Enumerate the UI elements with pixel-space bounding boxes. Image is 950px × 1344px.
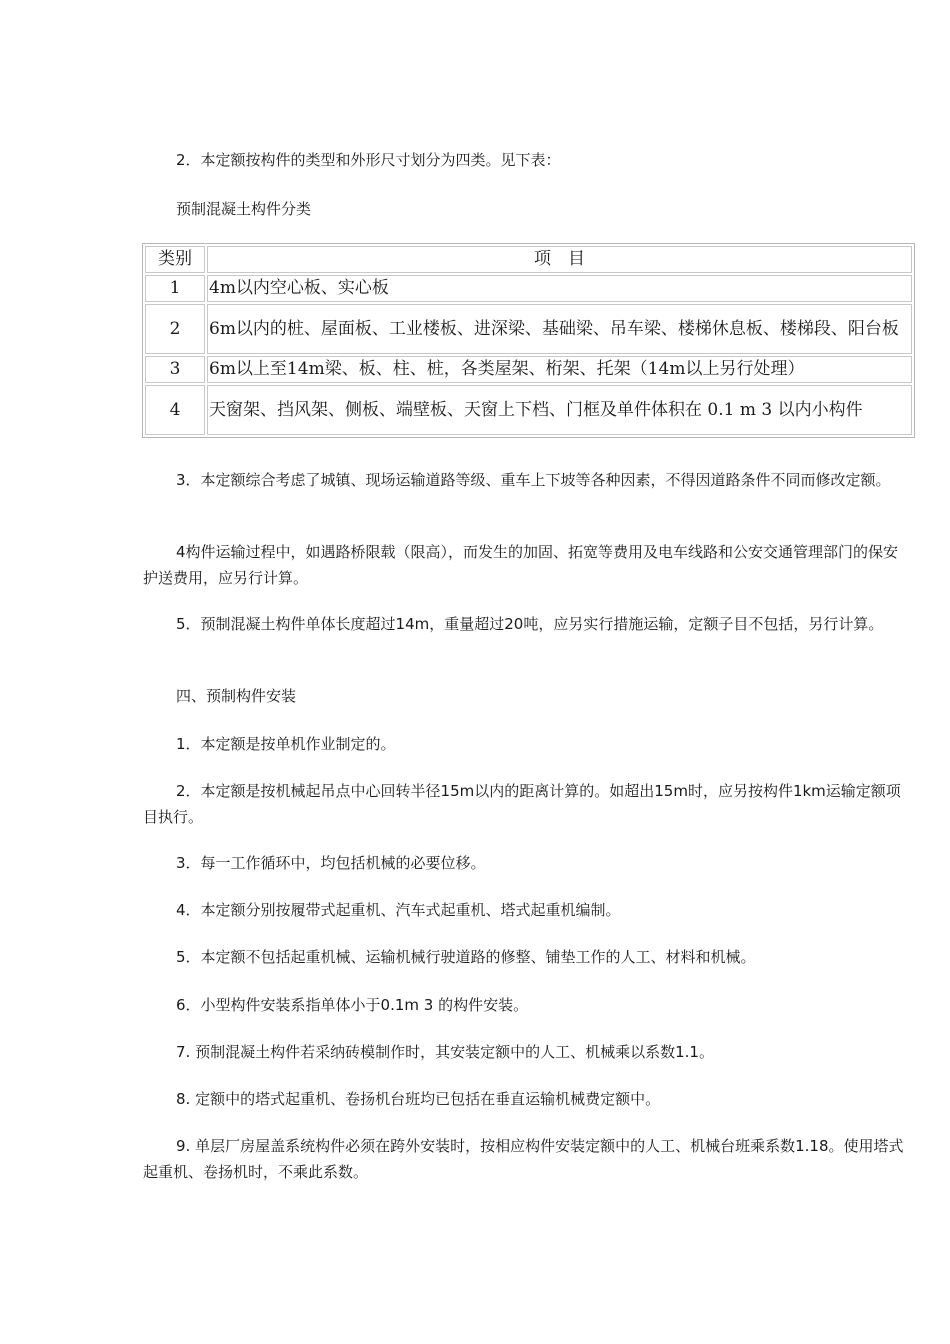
- install-paragraph-7: 7. 预制混凝土构件若采纳砖模制作时，其安装定额中的人工、机械乘以系数1.1。: [176, 1043, 714, 1061]
- row-category: 4: [145, 385, 205, 435]
- table-row: [145, 304, 912, 354]
- row-item-text: 6m以内的桩、屋面板、工业楼板、进深梁、基础梁、吊车梁、楼梯休息板、楼梯段、阳台板: [207, 304, 912, 354]
- install-paragraph-6: 6．小型构件安装系指单体小于0.1m 3 的构件安装。: [176, 996, 529, 1014]
- row-category: 1: [145, 275, 205, 302]
- row-category: 3: [145, 356, 205, 383]
- table-row: [145, 385, 912, 435]
- component-classification-table: [142, 243, 915, 438]
- paragraph-4: 4构件运输过程中，如遇路桥限载（限高），而发生的加固、拓宽等费用及电车线路和公安交通管理部门的保安护送费用，应另行计算。: [143, 543, 899, 587]
- header-category: 类别: [145, 246, 205, 273]
- table-row: [145, 356, 912, 383]
- row-item-text: 天窗架、挡风架、侧板、端壁板、天窗上下档、门框及单件体积在 0.1 m 3 以内小构件: [207, 385, 912, 435]
- install-paragraph-2: 2．本定额是按机械起吊点中心回转半径15m以内的距离计算的。如超出15m时，应另按构件1km运输定额项目执行。: [143, 782, 901, 826]
- table-row: [145, 275, 912, 302]
- install-paragraph-8: 8. 定额中的塔式起重机、卷扬机台班均已包括在垂直运输机械费定额中。: [176, 1090, 661, 1108]
- table-title: 预制混凝土构件分类: [176, 200, 312, 218]
- paragraph-5: 5．预制混凝土构件单体长度超过14m，重量超过20吨，应另实行措施运输，定额子目不包括，另行计算。: [176, 615, 884, 633]
- row-item-text: 6m以上至14m梁、板、柱、桩，各类屋架、桁架、托架（14m以上另行处理）: [207, 356, 912, 383]
- install-paragraph-4: 4．本定额分别按履带式起重机、汽车式起重机、塔式起重机编制。: [176, 901, 621, 919]
- section-heading: 四、预制构件安装: [176, 687, 297, 705]
- header-item: 项 目: [207, 246, 912, 273]
- table-header-row: [145, 246, 912, 273]
- row-item-text: 4m以内空心板、实心板: [207, 275, 912, 302]
- install-paragraph-1: 1．本定额是按单机作业制定的。: [176, 735, 396, 753]
- row-category: 2: [145, 304, 205, 354]
- install-paragraph-9: 9. 单层厂房屋盖系统构件必须在跨外安装时，按相应构件安装定额中的人工、机械台班乘系数1.18。使用塔式起重机、卷扬机时，不乘此系数。: [143, 1137, 904, 1181]
- paragraph-3: 3．本定额综合考虑了城镇、现场运输道路等级、重车上下坡等各种因素，不得因道路条件不同而修改定额。: [176, 471, 891, 489]
- install-paragraph-3: 3．每一工作循环中，均包括机械的必要位移。: [176, 854, 486, 872]
- install-paragraph-5: 5．本定额不包括起重机械、运输机械行驶道路的修整、铺垫工作的人工、材料和机械。: [176, 948, 756, 966]
- intro-paragraph: 2．本定额按构件的类型和外形尺寸划分为四类。见下表：: [176, 151, 561, 169]
